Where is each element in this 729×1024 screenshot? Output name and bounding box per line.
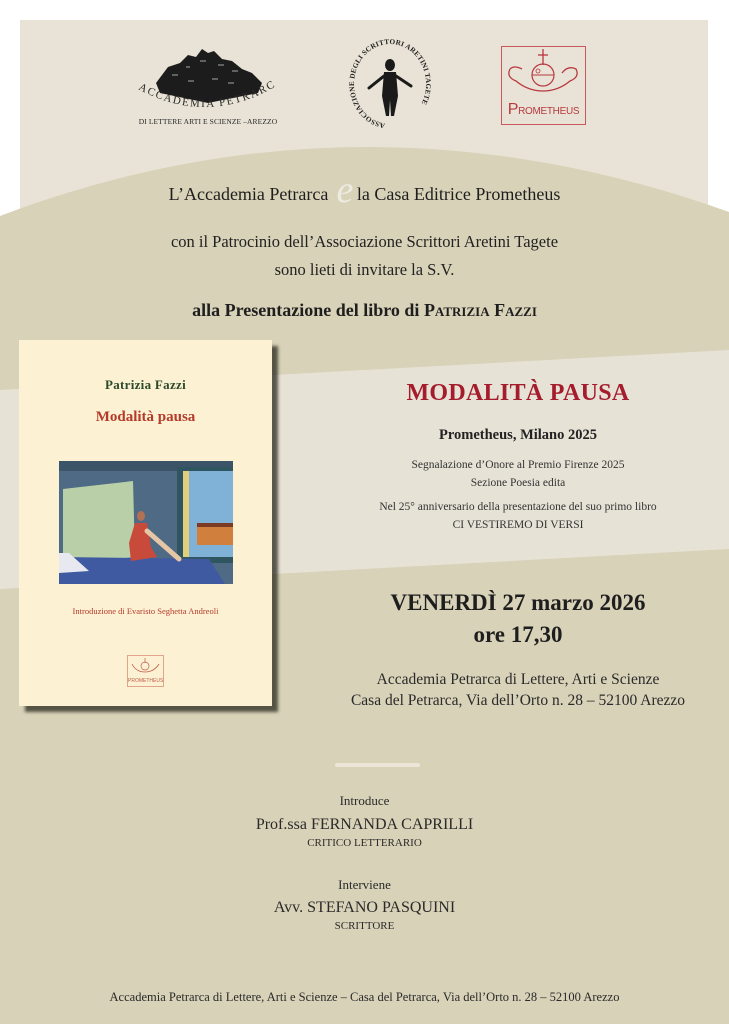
accademia-city-icon: [128, 45, 288, 117]
speaker-1-role: CRITICO LETTERARIO: [307, 837, 422, 849]
presentation-author: Patrizia Fazzi: [423, 300, 537, 320]
book-cover: [19, 340, 272, 706]
cover-author: Patrizia Fazzi: [104, 377, 187, 392]
organizer-accademia: L’Accademia Petrarca: [168, 184, 329, 204]
anniversary-line-1: Nel 25° anniversario della presentazione del suo primo libro: [379, 501, 657, 513]
anniversary-line-2: CI VESTIREMO DI VERSI: [452, 519, 584, 531]
prometheus-initial: P: [507, 101, 519, 118]
patronage-line: con il Patrocinio dell’Associazione Scrittori Aretini Tagete: [170, 232, 559, 251]
book-title: MODALITÀ PAUSA: [406, 380, 630, 406]
award-line-1: Segnalazione d’Onore al Premio Firenze 2025: [411, 459, 625, 471]
cover-publisher-logo: [127, 655, 164, 687]
footer-address: Accademia Petrarca di Lettere, Arti e Scienze – Casa del Petrarca, Via dell’Orto n. 28 – 52100 Arezzo: [109, 990, 620, 1004]
event-time: ore 17,30: [473, 622, 563, 647]
tagete-seal-logo: [347, 38, 433, 134]
accademia-arc-text: ACCADEMIA PETRARC: [136, 78, 278, 111]
accademia-petrarca-logo: [128, 45, 288, 135]
organizers-line: L’Accademia Petrarca e la Casa Editrice Prometheus: [168, 169, 561, 211]
event-date: VENERDÌ 27 marzo 2026: [390, 590, 646, 615]
speaker-2-role: SCRITTORE: [334, 920, 395, 932]
prometheus-wordmark: ROMETHEUS: [518, 106, 580, 117]
speaker-2-name: Avv. STEFANO PASQUINI: [273, 899, 456, 916]
prometheus-logo: [501, 46, 586, 125]
prometheus-lamp-icon: [502, 47, 585, 103]
presentation-prefix: alla Presentazione del libro di: [192, 300, 420, 320]
accademia-subtitle: DI LETTERE ARTI E SCIENZE –AREZZO: [138, 117, 278, 126]
cover-publisher-wordmark: PROMETHEUS: [128, 678, 164, 684]
book-publisher: Prometheus, Milano 2025: [438, 427, 597, 443]
tagete-ring-text: ASSOCIAZIONE DEGLI SCRITTORI ARETINI TAGETE: [348, 38, 433, 130]
speaker-2-label: Interviene: [338, 877, 391, 892]
cover-title: Modalità pausa: [95, 409, 196, 425]
cover-introduction: Introduzione di Evaristo Seghetta Andreoli: [72, 606, 219, 616]
presentation-line: [0, 300, 729, 321]
organizer-prometheus: la Casa Editrice Prometheus: [356, 184, 561, 204]
award-line-2: Sezione Poesia edita: [470, 477, 566, 489]
venue-line-1: Accademia Petrarca di Lettere, Arti e Scienze: [376, 671, 660, 688]
venue-line-2: Casa del Petrarca, Via dell’Orto n. 28 – 52100 Arezzo: [350, 692, 686, 709]
invitation-line: sono lieti di invitare la S.V.: [274, 260, 455, 279]
section-divider: [335, 763, 420, 767]
tagete-figure-icon: [347, 38, 433, 134]
cover-prometheus-lamp-icon: [128, 656, 163, 676]
cover-painting-image: [59, 461, 233, 584]
speaker-1-name: Prof.ssa FERNANDA CAPRILLI: [255, 816, 474, 833]
speaker-1-label: Introduce: [339, 793, 390, 808]
